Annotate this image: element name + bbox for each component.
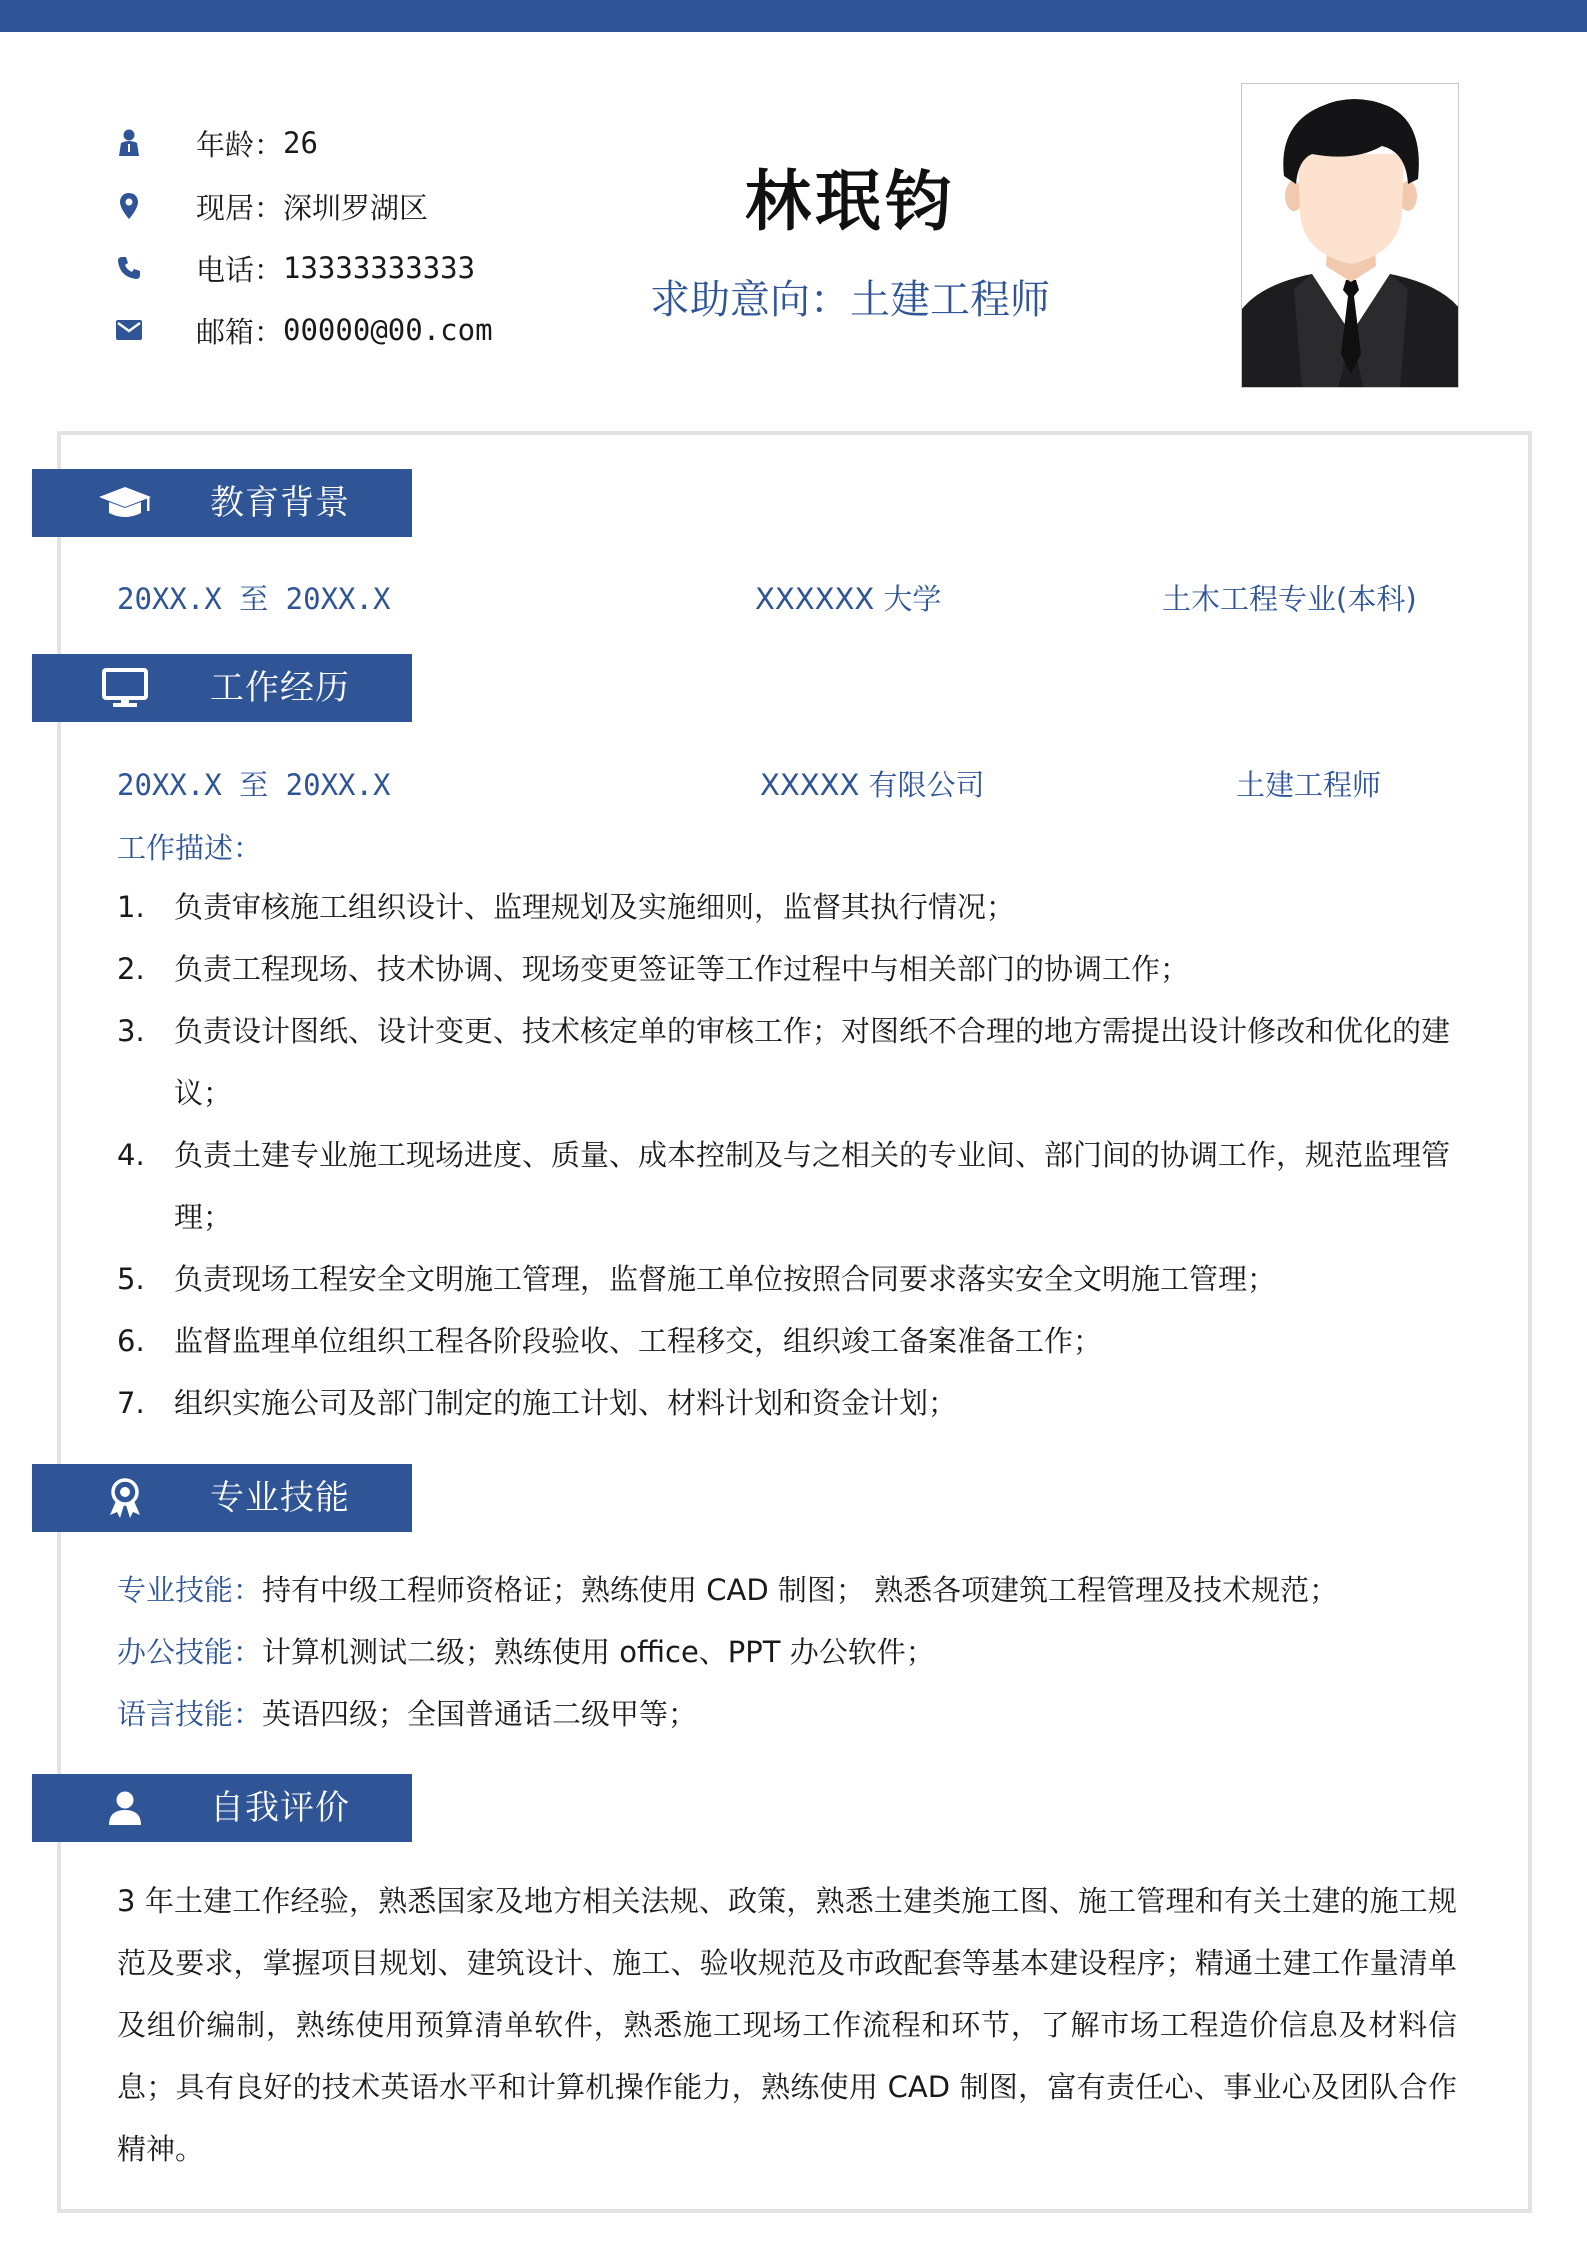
- duty-item: [117, 938, 1457, 1000]
- work-company: XXXXX 有限公司: [760, 768, 985, 802]
- duty-item: [117, 1124, 1457, 1248]
- person-icon: [112, 126, 146, 160]
- section-title: 自我评价: [210, 1788, 350, 1828]
- phone-icon: [112, 251, 146, 285]
- duty-text: 负责现场工程安全文明施工管理，监督施工单位按照合同要求落实安全文明施工管理；: [174, 1262, 1277, 1296]
- candidate-name: 林珉钧: [745, 163, 955, 240]
- self-eval-text: 3 年土建工作经验，熟悉国家及地方相关法规、政策，熟悉土建类施工图、施工管理和有关土建的施工规范及要求，掌握项目规划、建筑设计、施工、验收规范及市政配套等基本建设程序；精通土建工作量清单及组价编制，熟练使用预算清单软件，熟悉施工现场工作流程和环节，了解市场工程造价信息及材料信息；具有良好的技术英语水平和计算机操作能力，熟练使用 CAD 制图，富有责任心、事业心及团队合作精神。: [117, 1884, 1457, 2166]
- duty-number: 1.: [117, 890, 145, 924]
- duty-item: [117, 1310, 1457, 1372]
- duty-text: 负责土建专业施工现场进度、质量、成本控制及与之相关的专业间、部门间的协调工作，规范监理管理；: [174, 1138, 1451, 1234]
- education-period: 20XX.X 至 20XX.X: [117, 582, 391, 616]
- section-title: 专业技能: [210, 1478, 350, 1518]
- duty-number: 5.: [117, 1262, 145, 1296]
- skill-key: 办公技能：: [117, 1635, 263, 1669]
- duty-text: 负责工程现场、技术协调、现场变更签证等工作过程中与相关部门的协调工作；: [174, 952, 1190, 986]
- award-ribbon-icon: [97, 1478, 153, 1518]
- profile-photo: [1241, 83, 1459, 388]
- skill-value: 持有中级工程师资格证；熟练使用 CAD 制图； 熟悉各项建筑工程管理及技术规范；: [262, 1573, 1339, 1607]
- contact-value: 26: [283, 126, 318, 160]
- contact-value: 00000@00.com: [283, 313, 493, 347]
- top-accent-bar: [0, 0, 1587, 32]
- skill-key: 语言技能：: [117, 1697, 263, 1731]
- duty-number: 6.: [117, 1324, 145, 1358]
- contact-value: 13333333333: [283, 251, 476, 285]
- education-major: 土木工程专业(本科): [1162, 582, 1417, 616]
- contact-label: 年龄：: [196, 127, 284, 162]
- section-header-self-eval: [32, 1774, 412, 1842]
- duty-text: 负责设计图纸、设计变更、技术核定单的审核工作；对图纸不合理的地方需提出设计修改和优化的建议；: [174, 1014, 1451, 1110]
- skill-value: 计算机测试二级；熟练使用 office、PPT 办公软件；: [262, 1635, 935, 1669]
- duty-item: [117, 876, 1457, 938]
- location-pin-icon: [112, 189, 146, 223]
- duty-number: 3.: [117, 1014, 145, 1048]
- work-desc-label: 工作描述：: [117, 831, 263, 865]
- monitor-icon: [97, 668, 153, 708]
- section-header-work: [32, 654, 412, 722]
- duty-text: 负责审核施工组织设计、监理规划及实施细则，监督其执行情况；: [174, 890, 1016, 924]
- contact-location: [112, 186, 428, 226]
- skill-row: [117, 1559, 1338, 1621]
- contact-phone: [112, 248, 475, 288]
- duty-item: [117, 1000, 1457, 1124]
- work-period: 20XX.X 至 20XX.X: [117, 768, 391, 802]
- duty-text: 监督监理单位组织工程各阶段验收、工程移交，组织竣工备案准备工作；: [174, 1324, 1103, 1358]
- skill-value: 英语四级；全国普通话二级甲等；: [262, 1697, 698, 1731]
- job-intent: 求助意向：土建工程师: [650, 277, 1050, 323]
- section-header-skills: [32, 1464, 412, 1532]
- graduation-cap-icon: [97, 483, 153, 523]
- skill-row: [117, 1621, 935, 1683]
- contact-label: 电话：: [196, 252, 284, 287]
- duty-item: [117, 1372, 1457, 1434]
- duty-number: 7.: [117, 1386, 145, 1420]
- contact-email: [112, 310, 493, 350]
- duty-item: [117, 1248, 1457, 1310]
- education-school: XXXXXX 大学: [755, 582, 942, 616]
- user-icon: [97, 1788, 153, 1828]
- duty-number: 2.: [117, 952, 145, 986]
- contact-label: 邮箱：: [196, 314, 284, 349]
- section-header-education: [32, 469, 412, 537]
- contact-age: [112, 123, 318, 163]
- duty-text: 组织实施公司及部门制定的施工计划、材料计划和资金计划；: [174, 1386, 958, 1420]
- contact-value: 深圳罗湖区: [283, 190, 429, 225]
- contact-label: 现居：: [196, 190, 284, 225]
- skill-key: 专业技能：: [117, 1573, 263, 1607]
- skill-row: [117, 1683, 697, 1745]
- envelope-icon: [112, 313, 146, 347]
- duty-number: 4.: [117, 1138, 145, 1172]
- section-title: 教育背景: [210, 483, 350, 523]
- section-title: 工作经历: [210, 668, 350, 708]
- work-position: 土建工程师: [1236, 768, 1382, 802]
